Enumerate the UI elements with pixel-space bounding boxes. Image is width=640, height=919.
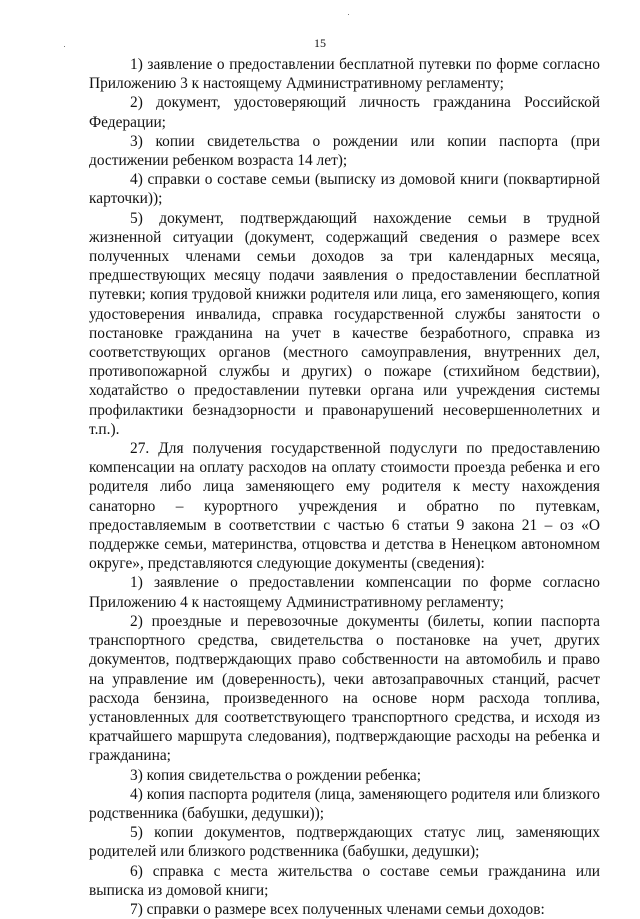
paragraph-item-2-identity-document: 2) документ, удостоверяющий личность гражданина Российской Федерации; [89, 94, 600, 131]
paragraph-item-5-hardship-document: 5) документ, подтверждающий нахождение семьи в трудной жизненной ситуации (документ, содержащий сведения о размере всех полученных членами семьи доходов за три календарных месяца, предшествующих месяцу подачи заявления о предоставлении бесплатной путевки; копия трудовой книжки родителя или лица, его заменяющего, копия удостоверения инвалида, справка государственной службы занятости о постановке гражданина на учет в качестве безработного, справка из соответствующих органов (местного самоуправления, внутренних дел, противопожарной службы и других) о пожаре (стихийном бедствии), ходатайство о предоставлении путевки органа или учреждения системы профилактики безнадзорности и правонарушений несовершеннолетних и т.п.). [89, 209, 600, 438]
paragraph-item-3-child-birth-certificate: 3) копия свидетельства о рождении ребенка; [130, 766, 421, 784]
paragraph-section-27: 27. Для получения государственной подуслуги по предоставлению компенсации на оплату расходов на оплату стоимости проезда ребенка и его родителя либо лица заменяющего ему родителя к месту нахождения санаторно – курортного учреждения и обратно по путевкам, предоставляемым в соответствии с частью 6 статьи 9 закона 21 – оз «О поддержке семьи, материнства, отцовства и детства в Ненецком автономном округе», представляются следующие документы (сведения): [89, 440, 600, 573]
paragraph-item-7-income-certificates: 7) справки о размере всех полученных членами семьи доходов: [130, 900, 545, 918]
paragraph-item-5-status-documents: 5) копии документов, подтверждающих статус лиц, заменяющих родителей или близкого родственника (бабушки, дедушки); [89, 824, 600, 861]
paragraph-item-1-application: 1) заявление о предоставлении бесплатной путевки по форме согласно Приложению 3 к настоящему Административному регламенту; [89, 56, 600, 93]
paragraph-item-4-parent-passport: 4) копия паспорта родителя (лица, заменяющего родителя или близкого родственника (бабушки, дедушки)); [89, 785, 600, 822]
paragraph-item-2-travel-documents: 2) проездные и перевозочные документы (билеты, копии паспорта транспортного средства, свидетельства о постановке на учет, других документов, подтверждающих право собственности на автомобиль и право на управление им (доверенность), чеки автозаправочных станций, расчет расхода бензина, произведенного на основе норм расхода топлива, установленных для соответствующего транспортного средства, и исходя из кратчайшего маршрута следования), подтверждающие расходы на ребенка и гражданина; [89, 612, 600, 765]
paragraph-item-3-birth-certificate: 3) копии свидетельства о рождении или копии паспорта (при достижении ребенком возраста 14 лет); [89, 132, 600, 170]
page-number: 15 [314, 36, 326, 50]
scan-speck [348, 14, 349, 15]
paragraph-item-6-residence-certificate: 6) справка с места жительства о составе семьи гражданина или выписка из домовой книги; [89, 862, 600, 899]
paragraph-item-4-family-composition: 4) справки о составе семьи (выписку из домовой книги (поквартирной карточки)); [89, 171, 600, 208]
document-body [89, 55, 600, 919]
paragraph-item-1-compensation-application: 1) заявление о предоставлении компенсации по форме согласно Приложению 4 к настоящему Административному регламенту; [89, 574, 600, 611]
